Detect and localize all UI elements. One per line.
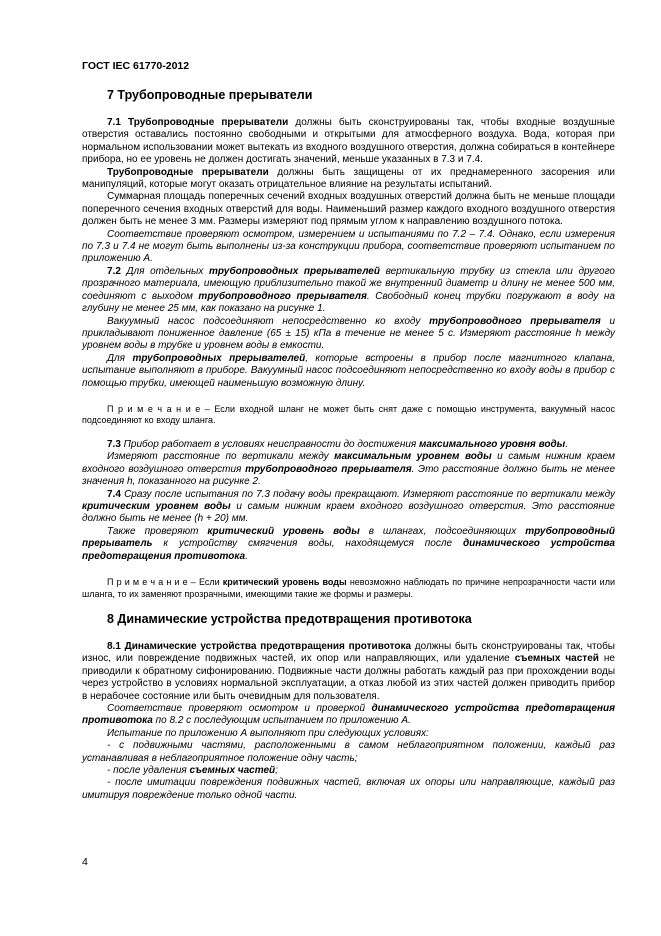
section-8-title: 8 Динамические устройства предотвращения противотока — [107, 612, 472, 626]
list-item: - после имитации повреждения подвижных частей, включая их опоры или направляющие, каждый раз имитируя повреждение только одной части. — [82, 777, 615, 801]
paragraph: 7.1 Трубопроводные прерыватели должны быть сконструированы так, чтобы входные воздушные отверстия оставались постоянно свободными и открытыми для атмосферного воздуха. Вода, которая при нормальном использовании может вытекать из входного воздушного отверстия, должна собираться в контейнере прибора, но ее уровень не должен достигать значений, меньше указанных в 7.3 и 7.4. — [82, 117, 615, 166]
paragraph-7-3: 7.3 Прибор работает в условиях неисправности до достижения максимального уровня воды. — [107, 438, 569, 450]
paragraph: Суммарная площадь поперечных сечений входных воздушных отверстий должна быть не меньше площади поперечного сечения входных отверстий для воды. Наименьший размер каждого входного воздушного отверстия должен быть не менее 3 мм. Размеры измеряют под прямым углом к направлению воздушного потока. — [82, 191, 615, 228]
note-1: П р и м е ч а н и е – Если входной шланг не может быть снят даже с помощью инструмента, вакуумный насос подсоединяют ко входу шланга. — [82, 403, 615, 426]
list-item: - после удаления съемных частей; — [107, 765, 278, 777]
paragraph: Вакуумный насос подсоединяют непосредственно ко входу трубопроводного прерывателя и прикладывают пониженное давление (65 ± 15) кПа в течение не менее 5 с. Измеряют расстояние h между уровнем воды в трубке и уровнем воды в емкости. — [82, 315, 616, 352]
paragraph: Также проверяют критический уровень воды в шлангах, подсоединяющих трубопроводный прерыватель к устройству смягчения воды, находящемуся после динамического устройства предотвращения противотока. — [82, 525, 616, 562]
list-item: - с подвижными частями, расположенными в самом неблагоприятном положении, каждый раз устанавливая в неблагоприятное положение одну часть; — [82, 740, 615, 764]
compliance-paragraph: Соответствие проверяют осмотром, измерением и испытаниями по 7.2 – 7.4. Однако, если измерения по 7.3 и 7.4 не могут быть выполнены из-за конструкции прибора, соответствие проверяют испытанием по приложению А. — [82, 228, 615, 265]
compliance-paragraph: Соответствие проверяют осмотром и проверкой динамического устройства предотвращения противотока по 8.2 с последующим испытанием по приложению А. — [82, 703, 615, 727]
page-number: 4 — [82, 856, 88, 868]
note-2: П р и м е ч а н и е – Если критический уровень воды невозможно наблюдать по причине непрозрачности части или шланга, то их заменяют прозрачными, имеющими такие же формы и размеры. — [82, 577, 615, 599]
paragraph: Измеряют расстояние по вертикали между максимальным уровнем воды и самым нижним краем входного воздушного отверстия трубопроводного прерывателя. Это расстояние должно быть не менее значения h, показанного на рисунке 2. — [82, 451, 616, 488]
page-header-standard: ГОСТ IEC 61770-2012 — [82, 60, 190, 72]
paragraph: Трубопроводные прерыватели должны быть защищены от их преднамеренного засорения или манипуляций, которые могут оказать отрицательное влияние на результаты испытаний. — [82, 166, 615, 191]
page-body — [82, 88, 615, 802]
paragraph-7-2: 7.2 Для отдельных трубопроводных прерывателей вертикальную трубку из стекла или другого прозрачного материала, имеющую приблизительно такой же внутренний диаметр и длину не менее 500 мм, соединяют с выходом трубопроводного прерывателя. Свободный конец трубки погружают в воду на глубину не менее 25 мм, как показано на рисунке 1. — [82, 265, 615, 315]
paragraph-7-4: 7.4 Сразу после испытания по 7.3 подачу воды прекращают. Измеряют расстояние по вертикали между критическим уровнем воды и самым нижним краем входного воздушного отверстия. Это расстояние должно быть не менее (h + 20) мм. — [82, 488, 615, 525]
paragraph: Испытание по приложению А выполняют при следующих условиях: — [107, 727, 429, 739]
section-7-title: 7 Трубопроводные прерыватели — [107, 88, 313, 102]
paragraph-8-1: 8.1 Динамические устройства предотвращения противотока должны быть сконструированы так, чтобы износ, или повреждение подвижных частей, их опор или направляющих, или удаление съемных частей не приводили к обратному сифонированию. Подвижные части должны работать каждый раз при прохождении воды через устройство в условиях нормальной эксплуатации, а отказ любой из этих частей должен приводить прибор в нерабочее состояние или быть очевидным для пользователя. — [82, 641, 615, 702]
paragraph: Для трубопроводных прерывателей, которые встроены в прибор после магнитного клапана, испытание выполняют в приборе. Вакуумный насос подсоединяют непосредственно ко входу воды в прибор с помощью трубки, имеющей наименьшую возможную длину. — [82, 352, 615, 389]
